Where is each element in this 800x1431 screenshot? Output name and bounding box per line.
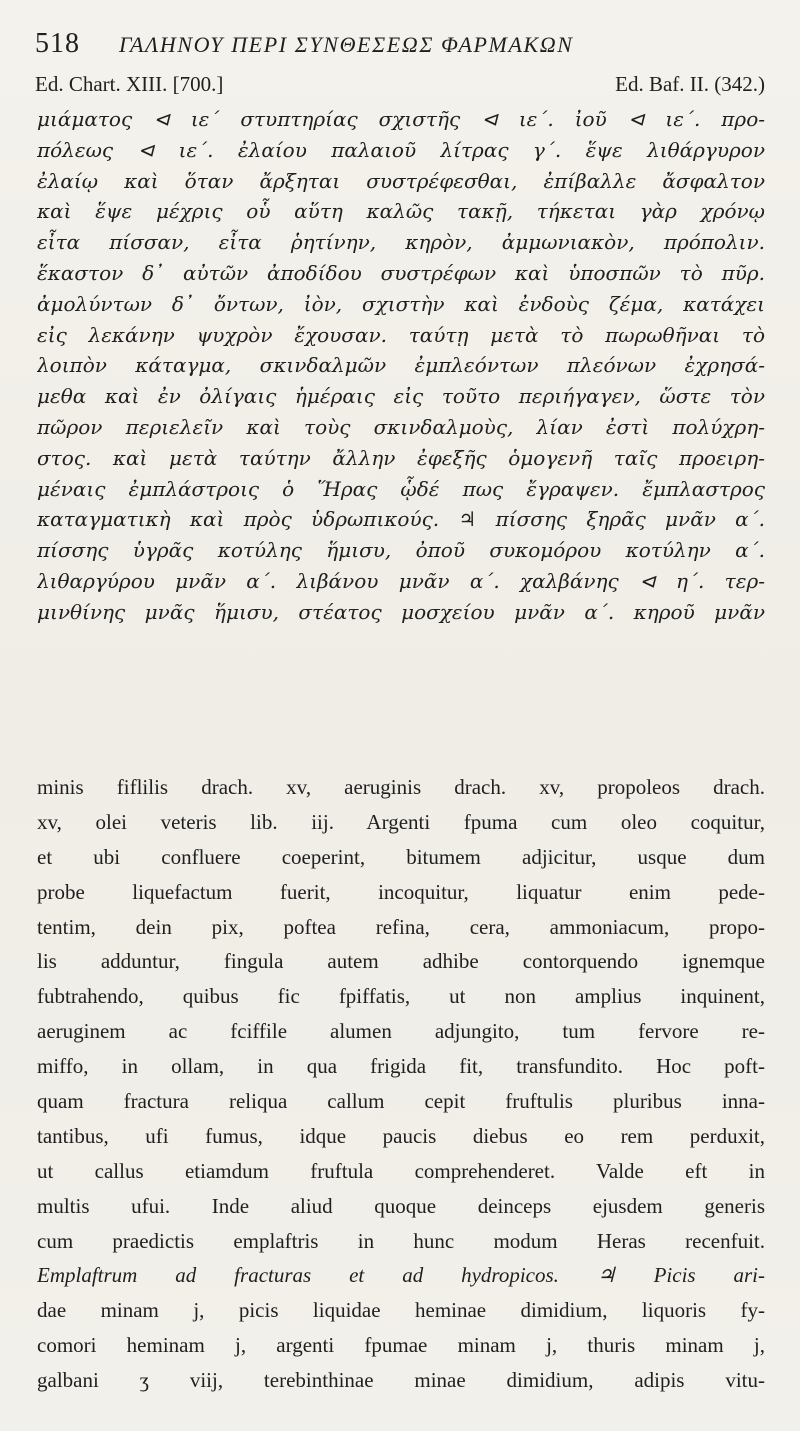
latin-text-line: ut callus etiamdum fruftula comprehenderet. Valde eft in — [37, 1158, 765, 1183]
edition-basel-reference: Ed. Baf. II. (342.) — [615, 72, 765, 96]
greek-text-line: πίσσης ὑγρᾶς κοτύλης ἥμισυ, ὀποῦ συκομόρου κοτύλην α΄. — [37, 538, 765, 563]
latin-text-line: cum praedictis emplaftris in hunc modum Heras recenfuit. — [37, 1228, 765, 1253]
greek-text-line: ἐλαίῳ καὶ ὅταν ἄρξηται συστρέφεσθαι, ἐπίβαλλε ἄσφαλτον — [37, 168, 765, 193]
latin-text-line: multis ufui. Inde aliud quoque deinceps ejusdem generis — [37, 1193, 765, 1218]
greek-text-line: ἀμολύντων δ᾽ ὄντων, ἰὸν, σχιστὴν καὶ ἐνδοὺς ζέμα, κατάχει — [37, 291, 765, 316]
latin-text-line: lis adduntur, fingula autem adhibe contorquendo ignemque — [37, 949, 765, 974]
edition-chart-reference: Ed. Chart. XIII. [700.] — [35, 72, 224, 96]
latin-text-line: tantibus, ufi fumus, idque paucis diebus eo rem perduxit, — [37, 1123, 765, 1148]
latin-text-line: xv, olei veteris lib. iij. Argenti fpuma cum oleo coquitur, — [37, 809, 765, 834]
greek-text-line: εἰς λεκάνην ψυχρὸν ἔχουσαν. ταύτῃ μετὰ τὸ πωρωθῆναι τὸ — [37, 322, 765, 347]
latin-text-line: galbani ʒ viij, terebinthinae minae dimidium, adipis vitu- — [37, 1368, 765, 1393]
latin-text-line: tentim, dein pix, poftea refina, cera, ammoniacum, propo- — [37, 914, 765, 939]
greek-text-line: πῶρον περιελεῖν καὶ τοὺς σκινδαλμοὺς, λίαν ἐστὶ πολύχρη- — [37, 414, 765, 439]
greek-text-line: μέναις ἐμπλάστροις ὁ Ἥρας ᾧδέ πως ἔγραψεν. ἔμπλαστρος — [37, 476, 765, 501]
greek-text-line: μεθα καὶ ἐν ὀλίγαις ἡμέραις εἰς τοῦτο περιήγαγεν, ὥστε τὸν — [37, 384, 765, 409]
greek-text-line: εἶτα πίσσαν, εἶτα ῥητίνην, κηρὸν, ἀμμωνιακὸν, πρόπολιν. — [37, 230, 765, 255]
running-title: ΓΑΛΗΝΟΥ ΠΕΡΙ ΣΥΝΘΕΣΕΩΣ ΦΑΡΜΑΚΩΝ — [119, 32, 574, 57]
latin-text-line: Emplaftrum ad fracturas et ad hydropicos. ♃ Picis ari- — [37, 1263, 765, 1288]
greek-text-line: στος. καὶ μετὰ ταύτην ἄλλην ἐφεξῆς ὁμογενῆ ταῖς προειρη- — [37, 445, 765, 470]
page-header — [35, 24, 775, 64]
greek-text-line: ἕκαστον δ᾽ αὐτῶν ἀποδίδου συστρέφων καὶ ὑποσπῶν τὸ πῦρ. — [37, 260, 765, 285]
page-number: 518 — [35, 28, 80, 59]
greek-text-line: λοιπὸν κάταγμα, σκινδαλμῶν ἐμπλεόντων πλεόνων ἐχρησά- — [37, 353, 765, 378]
latin-text-line: miffo, in ollam, in qua frigida fit, transfundito. Hoc poft- — [37, 1054, 765, 1079]
greek-text-line: μινθίνης μνᾶς ἥμισυ, στέατος μοσχείου μνᾶν α΄. κηροῦ μνᾶν — [37, 599, 765, 624]
latin-text-line: fubtrahendo, quibus fic fpiffatis, ut non amplius inquinent, — [37, 984, 765, 1009]
greek-text-line: λιθαργύρου μνᾶν α΄. λιβάνου μνᾶν α΄. χαλβάνης ⊲ η΄. τερ- — [37, 568, 765, 593]
greek-text-line: καταγματικὴ καὶ πρὸς ὑδρωπικούς. ♃ πίσσης ξηρᾶς μνᾶν α΄. — [37, 507, 765, 532]
latin-text-line: dae minam j, picis liquidae heminae dimidium, liquoris fy- — [37, 1298, 765, 1323]
latin-text-line: probe liquefactum fuerit, incoquitur, liquatur enim pede- — [37, 879, 765, 904]
latin-text-line: comori heminam j, argenti fpumae minam j, thuris minam j, — [37, 1333, 765, 1358]
latin-text-line: aeruginem ac fciffile alumen adjungito, tum fervore re- — [37, 1019, 765, 1044]
latin-text-line: et ubi confluere coeperint, bitumem adjicitur, usque dum — [37, 844, 765, 869]
latin-text-block — [37, 770, 765, 1398]
latin-text-line: minis fiflilis drach. xv, aeruginis drach. xv, propoleos drach. — [37, 775, 765, 799]
greek-text-line: μιάματος ⊲ ιε΄ στυπτηρίας σχιστῆς ⊲ ιε΄. ἰοῦ ⊲ ιε΄. προ- — [37, 107, 765, 131]
greek-text-line: καὶ ἕψε μέχρις οὗ αὕτη καλῶς τακῇ, τήκεται γὰρ χρόνῳ — [37, 199, 765, 224]
latin-text-line: quam fractura reliqua callum cepit fruftulis pluribus inna- — [37, 1089, 765, 1114]
edition-reference-line — [35, 72, 765, 102]
greek-text-block — [37, 104, 765, 628]
greek-text-line: πόλεως ⊲ ιε΄. ἐλαίου παλαιοῦ λίτρας γ΄. ἕψε λιθάργυρον — [37, 137, 765, 162]
